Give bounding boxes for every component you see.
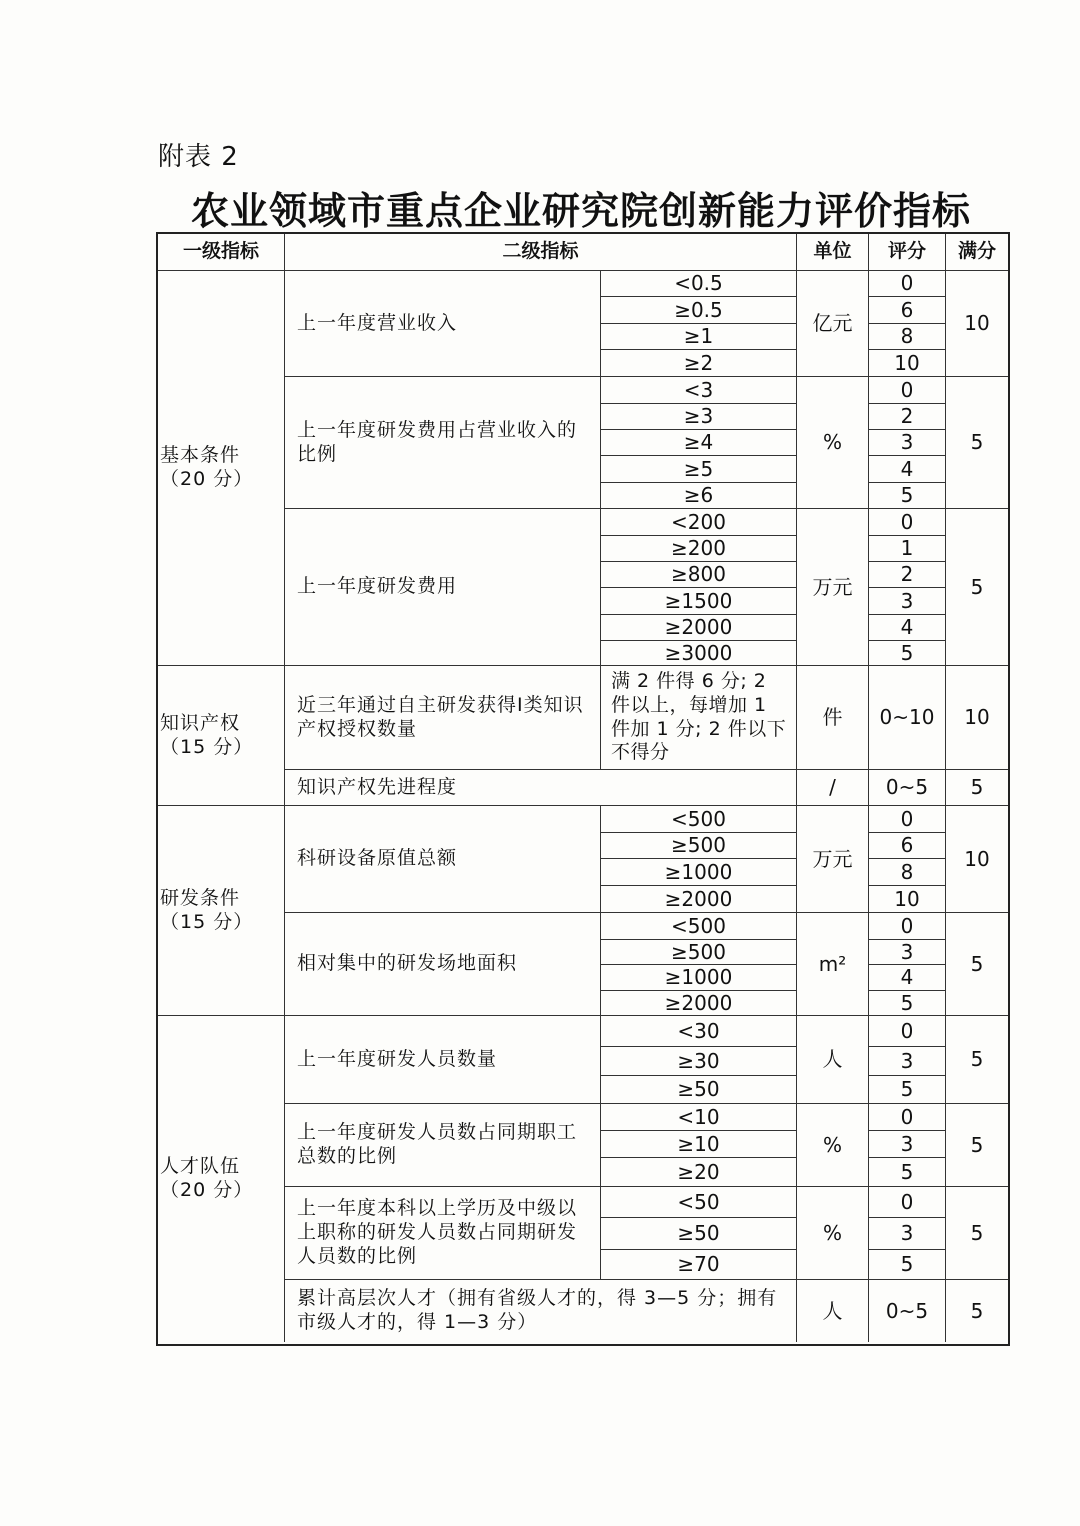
header-full-score: 满分 xyxy=(946,234,1008,271)
tier-score: 4 xyxy=(869,965,946,991)
level1-cell: 知识产权 （15 分） xyxy=(158,666,285,806)
tier-score: 8 xyxy=(869,859,946,886)
tier-threshold: ≥10 xyxy=(601,1131,797,1158)
tier-threshold: ≥2000 xyxy=(601,615,797,641)
tier-threshold: ≥70 xyxy=(601,1250,797,1280)
tier-threshold: <0.5 xyxy=(601,271,797,297)
indicator-unit: 亿元 xyxy=(797,271,869,377)
indicator-name: 上一年度研发人员数占同期职工总数的比例 xyxy=(285,1104,601,1187)
tier-score: 5 xyxy=(869,1158,946,1187)
tier-score: 0 xyxy=(869,806,946,833)
indicator-unit: % xyxy=(797,377,869,509)
tier-score: 4 xyxy=(869,615,946,641)
tier-threshold: <3 xyxy=(601,377,797,404)
tier-threshold: ≥5 xyxy=(601,456,797,483)
tier-score: 3 xyxy=(869,1047,946,1076)
tier-score: 3 xyxy=(869,1218,946,1250)
tier-threshold: ≥2 xyxy=(601,350,797,377)
tier-threshold: ≥1000 xyxy=(601,859,797,886)
tier-threshold: ≥1 xyxy=(601,324,797,350)
tier-threshold: <50 xyxy=(601,1187,797,1218)
indicator-unit: % xyxy=(797,1104,869,1187)
tier-threshold: ≥50 xyxy=(601,1218,797,1250)
tier-score: 0 xyxy=(869,1104,946,1131)
header-score: 评分 xyxy=(869,234,946,271)
level1-cell: 人才队伍 （20 分） xyxy=(158,1016,285,1342)
tier-score: 0 xyxy=(869,271,946,297)
indicator-full-score: 5 xyxy=(946,509,1008,666)
tier-score: 5 xyxy=(869,1076,946,1104)
tier-threshold: ≥3 xyxy=(601,404,797,430)
tier-threshold: ≥1500 xyxy=(601,588,797,615)
tier-score: 0 xyxy=(869,377,946,404)
tier-score: 10 xyxy=(869,886,946,913)
tier-threshold: ≥6 xyxy=(601,483,797,509)
indicator-unit: m² xyxy=(797,913,869,1016)
tier-threshold: ≥4 xyxy=(601,430,797,456)
indicator-score-range: 0~10 xyxy=(869,666,946,770)
indicator-full-score: 5 xyxy=(946,377,1008,509)
indicator-full-score: 10 xyxy=(946,666,1008,770)
indicator-full-score: 5 xyxy=(946,1016,1008,1104)
indicator-name: 上一年度研发人员数量 xyxy=(285,1016,601,1104)
indicator-unit: % xyxy=(797,1187,869,1280)
indicator-unit: 人 xyxy=(797,1280,869,1342)
indicator-table xyxy=(156,232,1010,1346)
indicator-name: 上一年度本科以上学历及中级以上职称的研发人员数占同期研发人员数的比例 xyxy=(285,1187,601,1280)
indicator-full-score: 5 xyxy=(946,770,1008,806)
tier-threshold: ≥30 xyxy=(601,1047,797,1076)
indicator-name: 相对集中的研发场地面积 xyxy=(285,913,601,1016)
tier-threshold: <200 xyxy=(601,509,797,536)
tier-score: 3 xyxy=(869,588,946,615)
indicator-name: 科研设备原值总额 xyxy=(285,806,601,913)
tier-threshold: ≥500 xyxy=(601,940,797,965)
indicator-name: 上一年度研发费用 xyxy=(285,509,601,666)
tier-score: 5 xyxy=(869,991,946,1016)
tier-threshold: <30 xyxy=(601,1016,797,1047)
indicator-full-score: 5 xyxy=(946,1187,1008,1280)
level1-cell: 基本条件 （20 分） xyxy=(158,271,285,666)
indicator-full-score: 5 xyxy=(946,913,1008,1016)
tier-threshold: ≥2000 xyxy=(601,886,797,913)
tier-score: 0 xyxy=(869,1016,946,1047)
tier-threshold: ≥1000 xyxy=(601,965,797,991)
tier-threshold: <500 xyxy=(601,806,797,833)
header-unit: 单位 xyxy=(797,234,869,271)
indicator-unit: 件 xyxy=(797,666,869,770)
tier-score: 3 xyxy=(869,430,946,456)
indicator-name: 累计高层次人才（拥有省级人才的，得 3—5 分；拥有市级人才的，得 1—3 分） xyxy=(285,1280,797,1342)
tier-threshold: <500 xyxy=(601,913,797,940)
tier-score: 5 xyxy=(869,1250,946,1280)
tier-threshold: ≥50 xyxy=(601,1076,797,1104)
tier-score: 6 xyxy=(869,833,946,859)
tier-threshold: ≥20 xyxy=(601,1158,797,1187)
tier-threshold: ≥2000 xyxy=(601,991,797,1016)
tier-score: 2 xyxy=(869,404,946,430)
tier-score: 5 xyxy=(869,483,946,509)
tier-threshold: <10 xyxy=(601,1104,797,1131)
tier-score: 3 xyxy=(869,940,946,965)
tier-score: 0 xyxy=(869,509,946,536)
tier-score: 8 xyxy=(869,324,946,350)
tier-score: 0 xyxy=(869,1187,946,1218)
indicator-name: 近三年通过自主研发获得Ⅰ类知识产权授权数量 xyxy=(285,666,601,770)
indicator-full-score: 5 xyxy=(946,1104,1008,1187)
tier-threshold: ≥0.5 xyxy=(601,297,797,324)
document-title: 农业领域市重点企业研究院创新能力评价指标 xyxy=(190,188,971,233)
indicator-full-score: 10 xyxy=(946,806,1008,913)
indicator-unit: 人 xyxy=(797,1016,869,1104)
tier-score: 6 xyxy=(869,297,946,324)
appendix-label: 附表 2 xyxy=(158,142,239,172)
indicator-name: 上一年度研发费用占营业收入的比例 xyxy=(285,377,601,509)
tier-score: 2 xyxy=(869,562,946,588)
indicator-name: 上一年度营业收入 xyxy=(285,271,601,377)
tier-threshold: ≥500 xyxy=(601,833,797,859)
indicator-unit: 万元 xyxy=(797,509,869,666)
tier-score: 10 xyxy=(869,350,946,377)
tier-score: 1 xyxy=(869,536,946,562)
indicator-unit: 万元 xyxy=(797,806,869,913)
tier-threshold: ≥200 xyxy=(601,536,797,562)
tier-score: 0 xyxy=(869,913,946,940)
tier-score: 3 xyxy=(869,1131,946,1158)
indicator-score-range: 0~5 xyxy=(869,770,946,806)
indicator-name: 知识产权先进程度 xyxy=(285,770,797,806)
tier-score: 4 xyxy=(869,456,946,483)
indicator-score-range: 0~5 xyxy=(869,1280,946,1342)
tier-threshold: ≥3000 xyxy=(601,641,797,666)
indicator-unit: / xyxy=(797,770,869,806)
header-level1: 一级指标 xyxy=(158,234,285,271)
tier-score: 5 xyxy=(869,641,946,666)
indicator-full-score: 5 xyxy=(970,1298,984,1323)
level1-cell: 研发条件 （15 分） xyxy=(158,806,285,1016)
indicator-full-score: 10 xyxy=(946,271,1008,377)
header-level2: 二级指标 xyxy=(285,234,797,271)
tier-threshold: ≥800 xyxy=(601,562,797,588)
scoring-rule: 满 2 件得 6 分; 2 件以上，每增加 1 件加 1 分; 2 件以下不得分 xyxy=(601,666,797,770)
